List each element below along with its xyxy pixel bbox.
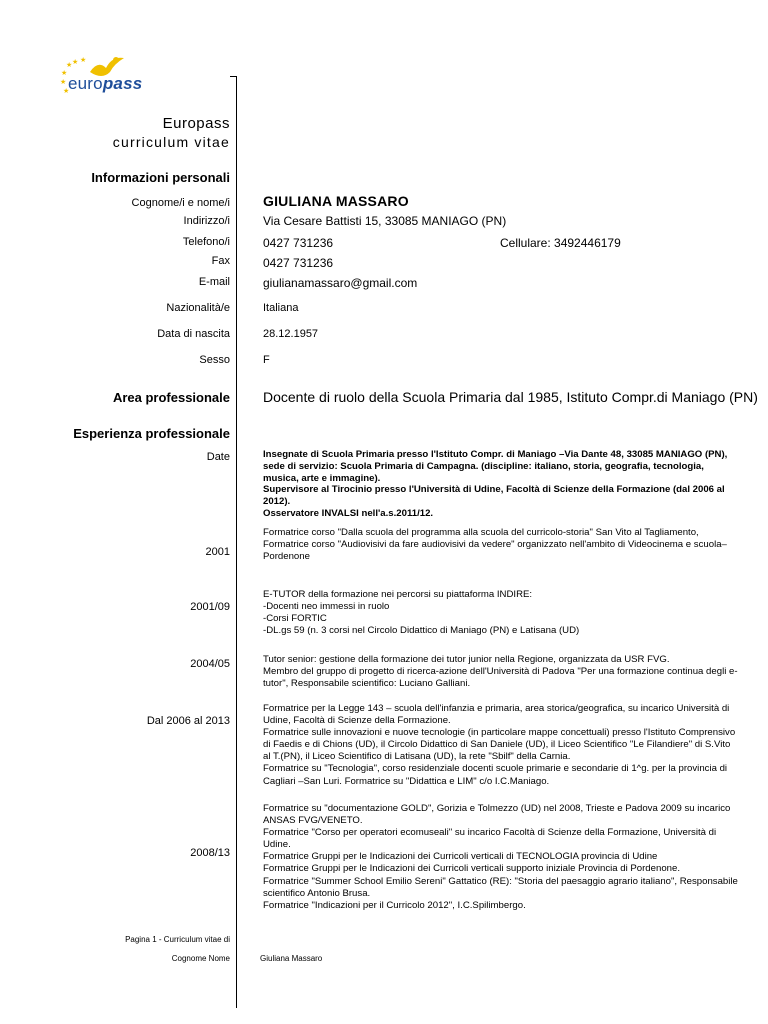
section-heading-experience: Esperienza professionale <box>73 426 230 441</box>
area-value: Docente di ruolo della Scuola Primaria dal 1985, Istituto Compr.di Maniago (PN) <box>263 389 758 405</box>
nationality-value: Italiana <box>263 302 299 314</box>
entry-line: Udine. <box>263 839 291 851</box>
label-sex: Sesso <box>199 354 230 366</box>
star-icon: ★ <box>72 59 79 66</box>
label-nationality: Nazionalità/e <box>166 302 230 314</box>
label-fax: Fax <box>211 255 230 267</box>
cv-title: Europass <box>162 115 230 132</box>
entry-line: Pordenone <box>263 551 310 563</box>
entry-line: tutor", Responsabile scientifico: Luciano Galliani. <box>263 678 471 690</box>
section-heading-personal: Informazioni personali <box>91 170 230 185</box>
intro-line: Osservatore INVALSI nell'a.s.2011/12. <box>263 507 434 519</box>
entry-text <box>263 654 738 690</box>
entry-line: Formatrice su "documentazione GOLD", Gorizia e Tolmezzo (UD) nel 2008, Trieste e Padova 2009 su incarico <box>263 803 731 814</box>
entry-line: Formatrice corso "Dalla scuola del programma alla scuola del curricolo-storia" San Vito al Tagliamento, <box>263 527 699 538</box>
entry-line: Formatrice per la Legge 143 – scuola dell'infanzia e primaria, area storica/geografica, su incarico Università di <box>263 703 730 714</box>
entry-text <box>263 703 735 788</box>
label-address: Indirizzo/i <box>183 215 230 227</box>
entry-text <box>263 589 735 637</box>
entry-date: 2001 <box>205 546 230 558</box>
entry-line: Formatrice "Summer School Emilio Sereni" Gattatico (RE): "Storia del paesaggio agrario italiano", Responsabile <box>263 875 738 887</box>
entry-line: scientifico Antonio Brusa. <box>263 887 371 899</box>
column-divider <box>236 76 237 1008</box>
label-name: Cognome/i e nome/i <box>131 197 230 209</box>
entry-line: -Corsi FORTIC <box>263 613 327 625</box>
entry-date: Dal 2006 al 2013 <box>146 715 230 727</box>
entry-line: Formatrice corso "Audiovisivi da fare audiovisivi da vedere" organizzato nell'ambito di Videocinema e scuola– <box>263 539 727 551</box>
entry-line: Cagliari –San Luri. Formatrice su "Didattica e LIM" c/o I.C.Maniago. <box>263 775 550 787</box>
email-value: giulianamassaro@gmail.com <box>263 276 418 290</box>
entry-line: E-TUTOR della formazione nei percorsi su piattaforma INDIRE: <box>263 589 533 600</box>
entry-line: -DL.gs 59 (n. 3 corsi nel Circolo Didattico di Maniago (PN) e Latisana (UD) <box>263 625 580 637</box>
birth-value: 28.12.1957 <box>263 328 319 340</box>
entry-line: al T.(PN), il Liceo Scientifico di Latisana (UD), la rete "Sbilf" della Carnia. <box>263 751 571 763</box>
sex-value: F <box>263 354 270 366</box>
entry-line: Formatrice Gruppi per le Indicazioni dei Curricoli verticali supporto iniziale Provincia di Pordenone. <box>263 863 680 875</box>
footer-page-label: Pagina 1 - Curriculum vitae di <box>125 935 230 944</box>
section-heading-area: Area professionale <box>112 390 230 405</box>
label-phone: Telefono/i <box>182 236 230 248</box>
entry-line: ANSAS FVG/VENETO. <box>263 815 363 827</box>
entry-line: -Docenti neo immessi in ruolo <box>263 601 390 613</box>
footer-name-value: Giuliana Massaro <box>260 954 323 963</box>
entry-date: 2008/13 <box>190 847 230 859</box>
star-icon: ★ <box>80 57 87 64</box>
label-birth: Data di nascita <box>157 328 230 340</box>
entry-date: 2001/09 <box>190 601 230 613</box>
experience-intro <box>263 449 735 520</box>
star-icon: ★ <box>63 88 70 95</box>
fax-value: 0427 731236 <box>263 256 334 270</box>
logo-text: europass <box>68 74 143 93</box>
intro-line: musica, arte e immagine). <box>263 472 381 484</box>
mobile-value: Cellulare: 3492446179 <box>500 236 621 250</box>
europass-logo <box>58 54 168 104</box>
star-icon: ★ <box>61 70 68 77</box>
entry-line: Formatrice sulle innovazioni e nuove tecnologie (in particolare mappe concettuali) presso l'Istituto Comprensivo <box>263 727 736 739</box>
entry-text <box>263 803 738 912</box>
entry-line: Udine, Facoltà di Scienze della Formazione. <box>263 715 451 727</box>
entry-line: Formatrice Gruppi per le Indicazioni dei Curricoli verticali di TECNOLOGIA provincia di Udine <box>263 851 658 863</box>
label-date: Date <box>206 451 230 463</box>
entry-text <box>263 527 735 563</box>
entry-line: di Faedis e di Chions (UD), il Circolo Didattico di San Daniele (UD), il Liceo Scientifico "Le Filandiere" di S.Vito <box>263 739 731 751</box>
entry-date: 2004/05 <box>190 658 230 670</box>
divider-tick <box>230 76 236 77</box>
star-icon: ★ <box>66 62 73 69</box>
person-name: GIULIANA MASSARO <box>263 193 409 209</box>
entry-line: Tutor senior: gestione della formazione dei tutor junior nella Regione, organizzata da USR FVG. <box>263 654 670 665</box>
intro-line: Insegnate di Scuola Primaria presso l'Istituto Compr. di Maniago –Via Dante 48, 33085 MANIAGO (PN), <box>263 449 728 460</box>
phone-value: 0427 731236 <box>263 236 334 250</box>
address-value: Via Cesare Battisti 15, 33085 MANIAGO (PN) <box>263 214 507 228</box>
intro-line: sede di servizio: Scuola Primaria di Campagna. (discipline: italiano, storia, geografia, tecnologia, <box>263 460 704 472</box>
footer-name-label: Cognome Nome <box>171 954 230 963</box>
star-icon: ★ <box>60 79 67 86</box>
entry-line: Formatrice "Indicazioni per il Curricolo 2012", I.C.Spilimbergo. <box>263 899 526 911</box>
intro-line: Supervisore al Tirocinio presso l'Università di Udine, Facoltà di Scienze della Formazione (dal 2006 al <box>263 484 725 496</box>
entry-line: Formatrice "Corso per operatori ecomuseali" su incarico Facoltà di Scienze della Formazione, Università di <box>263 827 717 839</box>
entry-line: Formatrice su "Tecnologia", corso residenziale docenti scuole primarie e secondarie di 1^g. per la provincia di <box>263 763 728 775</box>
label-email: E-mail <box>198 276 230 288</box>
cv-subtitle: curriculum vitae <box>112 134 230 150</box>
entry-line: Membro del gruppo di progetto di ricerca-azione dell'Università di Padova "Per una formazione continua degli e- <box>263 666 738 678</box>
intro-line: 2012). <box>263 496 291 508</box>
